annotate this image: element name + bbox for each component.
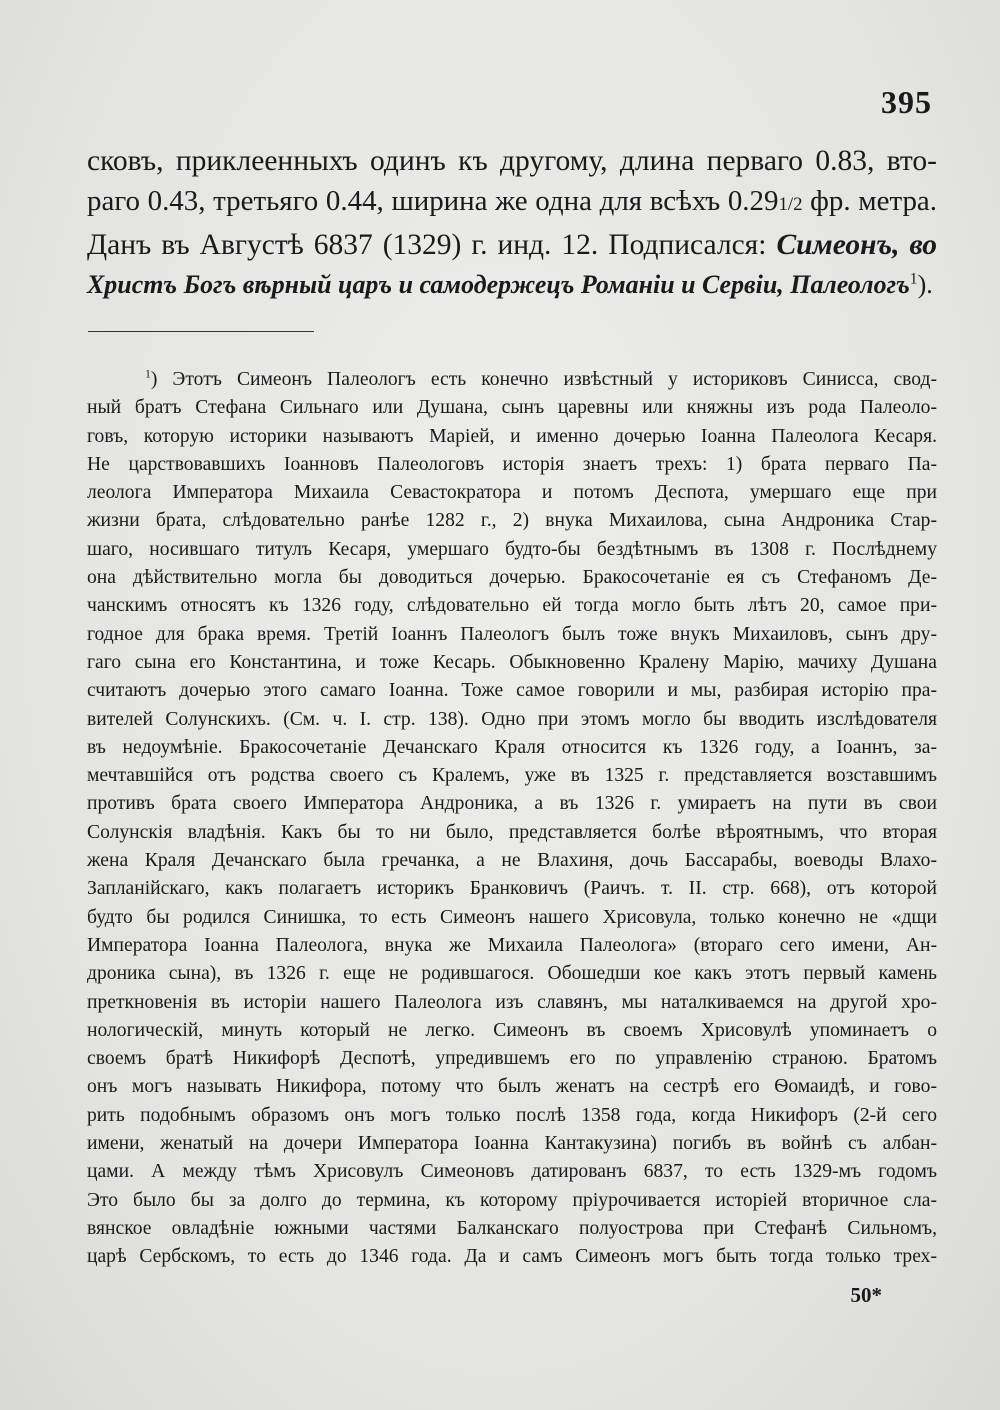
footnote-line: вителей Солунскихъ. (См. ч. I. стр. 138). Одно при этомъ могло бы вводить изслѣдователя <box>87 708 937 730</box>
footnote-block <box>87 366 937 1272</box>
footnote-line: Императора Іоанна Палеолога, внука же Михаила Палеолога» (втораго сего имени, Ан- <box>87 934 937 956</box>
footnote-reference[interactable]: 1 <box>909 270 918 288</box>
footnote-line: леолога Императора Михаила Севастократора и потомъ Деспота, умершаго еще при <box>87 482 937 504</box>
main-text-segment: Данъ въ Августѣ 6837 (1329) г. инд. 12. Подписался: <box>87 229 777 261</box>
printer-signature-mark: 50* <box>850 1283 882 1307</box>
main-text-segment: раго 0.43, третьяго 0.44, ширина же одна для всѣхъ 0.29 <box>87 185 779 217</box>
main-text-segment: ). <box>917 270 933 299</box>
signature-text: Христъ Богъ вѣрный царъ и самодержецъ Романіи и Сервіи, Палеологъ <box>87 270 910 299</box>
footnote-line: цами. А между тѣмъ Хрисовулъ Симеоновъ датированъ 6837, то есть 1329-мъ годомъ <box>87 1161 937 1183</box>
footnote-separator <box>88 331 314 332</box>
footnote-line: говъ, которую историки называютъ Маріей, и именно дочерью Іоанна Палеолога Кесаря. <box>87 425 937 447</box>
footnote-line: Солунскія владѣнія. Какъ бы то ни было, представляется болѣе вѣроятнымъ, что вторая <box>87 821 937 843</box>
main-text-line: сковъ, приклеенныхъ одинъ къ другому, длина перваго 0.83, вто- <box>87 145 937 177</box>
footnote-line: она дѣйствительно могла бы доводиться дочерью. Бракосочетаніе ея съ Стефаномъ Де- <box>87 567 937 589</box>
footnote-marker: 1 <box>145 367 151 381</box>
footnote-line <box>87 366 937 394</box>
footnote-line: годное для брака время. Третій Іоаннъ Палеологъ былъ тоже внукъ Михаиловъ, сынъ дру- <box>87 623 937 645</box>
footnote-line: нологическій, минуть который не легко. Симеонъ въ своемъ Хрисовулѣ упоминаетъ о <box>87 1019 937 1041</box>
footnote-line: царѣ Сербскомъ, то есть до 1346 года. Да и самъ Симеонъ могъ быть тогда только трех- <box>87 1246 937 1268</box>
footnote-line: гаго сына его Константина, и тоже Кесарь. Обыкновенно Кралену Марію, мачиху Душана <box>87 651 937 673</box>
footnote-line: мечтавшійся отъ родства своего съ Кралемъ, уже въ 1325 г. представляется возставшимъ <box>87 765 937 787</box>
footnote-line: ный братъ Стефана Сильнаго или Душана, сынъ царевны или княжны изъ рода Палеоло- <box>87 397 937 419</box>
footnote-line: Не царствовавшихъ Іоанновъ Палеологовъ исторія знаетъ трехъ: 1) брата перваго Па- <box>87 453 937 475</box>
signature-text: Симеонъ, во <box>776 229 938 261</box>
footnote-text: ) Этотъ Симеонъ Палеологъ есть конечно извѣстный у историковъ Синисса, свод- <box>150 369 937 390</box>
footnote-line: онъ могъ называть Никифора, потому что былъ женатъ на сестрѣ его Ѳомаидѣ, и гово- <box>87 1076 937 1098</box>
footnote-line: вянское овладѣніе южными частями Балканскаго полуострова при Стефанѣ Сильномъ, <box>87 1217 937 1239</box>
footnote-line: жизни брата, слѣдовательно ранѣе 1282 г., 2) внука Михаилова, сына Андроника Стар- <box>87 510 937 532</box>
footnote-line: чанскимъ относятъ къ 1326 году, слѣдовательно ей тогда могло быть лѣтъ 20, самое при- <box>87 595 937 617</box>
footnote-line: въ недоумѣніе. Бракосочетаніе Дечанскаго Краля относится къ 1326 году, а Іоаннъ, за- <box>87 736 937 758</box>
footnote-line: шаго, носившаго титулъ Кесаря, умершаго будто-бы бездѣтнымъ въ 1308 г. Послѣднему <box>87 538 937 560</box>
footnote-line: считаютъ дочерью этого самаго Іоанна. Тоже самое говорили и мы, разбирая исторію пра- <box>87 680 937 702</box>
footnote-line: Это было бы за долго до термина, къ которому пріурочивается исторіей вторичное сла- <box>87 1189 937 1211</box>
page-number: 395 <box>881 84 932 120</box>
footnote-line: противъ брата своего Императора Андроника, а въ 1326 г. умираетъ на пути въ свои <box>87 793 937 815</box>
main-text-line <box>87 225 937 265</box>
fraction: 1/2 <box>778 194 803 215</box>
main-text-line <box>87 265 937 305</box>
footnote-line: рить подобнымъ образомъ онъ могъ только послѣ 1358 года, когда Никифоръ (2-й сего <box>87 1104 937 1126</box>
footnote-line: Запланійскаго, какъ полагаетъ историкъ Бранковичъ (Раичъ. т. II. стр. 668), отъ которой <box>87 878 937 900</box>
main-text-line <box>87 181 937 225</box>
footnote-line: своемъ братѣ Никифорѣ Деспотѣ, упредившемъ его по управленію страною. Братомъ <box>87 1048 937 1070</box>
footnote-line: преткновенія въ исторіи нашего Палеолога изъ славянъ, мы наталкиваемся на другой хро- <box>87 991 937 1013</box>
footnote-line: дроника сына), въ 1326 г. еще не родившагося. Обошедши кое какъ этотъ первый камень <box>87 963 937 985</box>
main-text-block <box>87 141 937 305</box>
footnote-line: жена Краля Дечанскаго была гречанка, а не Влахиня, дочь Бассарабы, воеводы Влахо- <box>87 850 937 872</box>
footnote-line: имени, женатый на дочери Императора Іоанна Кантакузина) погибъ въ войнѣ съ албан- <box>87 1133 937 1155</box>
main-text-segment: фр. метра. <box>802 185 938 217</box>
footnote-line: будто бы родился Синишка, то есть Симеонъ нашего Хрисовула, только конечно не «дщи <box>87 906 937 928</box>
